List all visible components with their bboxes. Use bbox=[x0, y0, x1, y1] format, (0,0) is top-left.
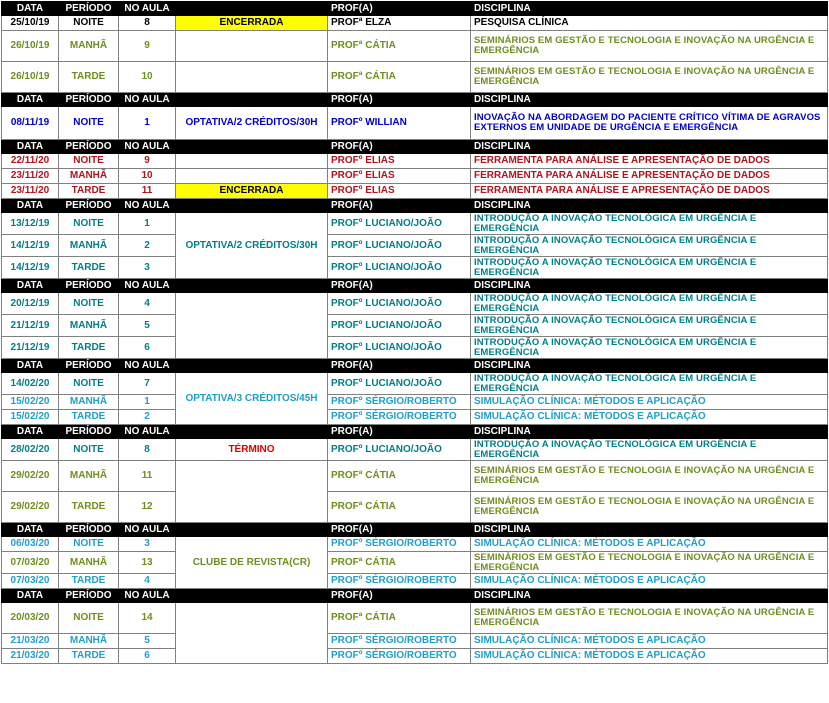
discipline-cell: SIMULAÇÃO CLÍNICA: MÉTODOS E APLICAÇÃO bbox=[471, 537, 828, 552]
period-cell: NOITE bbox=[59, 537, 119, 552]
date-cell: 14/12/19 bbox=[2, 257, 59, 279]
period-cell: NOITE bbox=[59, 293, 119, 315]
header-class-number: NO AULA bbox=[119, 359, 176, 373]
header-period: PERÍODO bbox=[59, 140, 119, 154]
period-cell: NOITE bbox=[59, 439, 119, 461]
class-number-cell: 3 bbox=[119, 257, 176, 279]
class-number-cell: 10 bbox=[119, 169, 176, 184]
note-cell bbox=[176, 62, 328, 93]
period-cell: TARDE bbox=[59, 184, 119, 199]
discipline-cell: SEMINÁRIOS EM GESTÃO E TECNOLOGIA E INOVAÇÃO NA URGÊNCIA E EMERGÊNCIA bbox=[471, 552, 828, 574]
header-row bbox=[2, 199, 828, 213]
discipline-cell: SEMINÁRIOS EM GESTÃO E TECNOLOGIA E INOVAÇÃO NA URGÊNCIA E EMERGÊNCIA bbox=[471, 603, 828, 634]
discipline-cell: SEMINÁRIOS EM GESTÃO E TECNOLOGIA E INOVAÇÃO NA URGÊNCIA E EMERGÊNCIA bbox=[471, 461, 828, 492]
period-cell: TARDE bbox=[59, 62, 119, 93]
header-discipline: DISCIPLINA bbox=[471, 2, 828, 16]
discipline-cell: SIMULAÇÃO CLÍNICA: MÉTODOS E APLICAÇÃO bbox=[471, 410, 828, 425]
header-blank bbox=[176, 140, 328, 154]
header-professor: PROF(A) bbox=[328, 93, 471, 107]
class-number-cell: 12 bbox=[119, 492, 176, 523]
table-row bbox=[2, 293, 828, 315]
professor-cell: PROFº ELIAS bbox=[328, 184, 471, 199]
status-closed-cell: ENCERRADA bbox=[176, 184, 328, 199]
discipline-cell: INTRODUÇÃO A INOVAÇÃO TECNOLÓGICA EM URGÊNCIA E EMERGÊNCIA bbox=[471, 315, 828, 337]
class-number-cell: 10 bbox=[119, 62, 176, 93]
period-cell: TARDE bbox=[59, 492, 119, 523]
table-row bbox=[2, 574, 828, 589]
professor-cell: PROFº SÉRGIO/ROBERTO bbox=[328, 537, 471, 552]
header-row bbox=[2, 359, 828, 373]
header-period: PERÍODO bbox=[59, 523, 119, 537]
table-row bbox=[2, 31, 828, 62]
table-row bbox=[2, 184, 828, 199]
period-cell: MANHÃ bbox=[59, 235, 119, 257]
date-cell: 15/02/20 bbox=[2, 410, 59, 425]
period-cell: MANHÃ bbox=[59, 461, 119, 492]
header-blank bbox=[176, 359, 328, 373]
class-number-cell: 9 bbox=[119, 31, 176, 62]
header-blank bbox=[176, 425, 328, 439]
date-cell: 21/12/19 bbox=[2, 315, 59, 337]
header-date: DATA bbox=[2, 140, 59, 154]
header-professor: PROF(A) bbox=[328, 523, 471, 537]
professor-cell: PROFº ELIAS bbox=[328, 169, 471, 184]
discipline-cell: SEMINÁRIOS EM GESTÃO E TECNOLOGIA E INOVAÇÃO NA URGÊNCIA E EMERGÊNCIA bbox=[471, 31, 828, 62]
date-cell: 21/12/19 bbox=[2, 337, 59, 359]
professor-cell: PROFº ELIAS bbox=[328, 154, 471, 169]
professor-cell: PROFª ELZA bbox=[328, 16, 471, 31]
header-discipline: DISCIPLINA bbox=[471, 140, 828, 154]
professor-cell: PROFº LUCIANO/JOÃO bbox=[328, 257, 471, 279]
date-cell: 08/11/19 bbox=[2, 107, 59, 140]
professor-cell: PROFª CÁTIA bbox=[328, 62, 471, 93]
discipline-cell: SIMULAÇÃO CLÍNICA: MÉTODOS E APLICAÇÃO bbox=[471, 649, 828, 664]
header-period: PERÍODO bbox=[59, 2, 119, 16]
professor-cell: PROFª CÁTIA bbox=[328, 31, 471, 62]
table-row bbox=[2, 552, 828, 574]
class-number-cell: 5 bbox=[119, 634, 176, 649]
header-professor: PROF(A) bbox=[328, 589, 471, 603]
table-row bbox=[2, 373, 828, 395]
professor-cell: PROFº SÉRGIO/ROBERTO bbox=[328, 649, 471, 664]
header-row bbox=[2, 589, 828, 603]
class-number-cell: 13 bbox=[119, 552, 176, 574]
header-period: PERÍODO bbox=[59, 199, 119, 213]
discipline-cell: SIMULAÇÃO CLÍNICA: MÉTODOS E APLICAÇÃO bbox=[471, 634, 828, 649]
header-class-number: NO AULA bbox=[119, 279, 176, 293]
header-date: DATA bbox=[2, 93, 59, 107]
professor-cell: PROFº SÉRGIO/ROBERTO bbox=[328, 634, 471, 649]
period-cell: NOITE bbox=[59, 373, 119, 395]
date-cell: 26/10/19 bbox=[2, 62, 59, 93]
header-professor: PROF(A) bbox=[328, 359, 471, 373]
header-blank bbox=[176, 93, 328, 107]
header-date: DATA bbox=[2, 425, 59, 439]
header-discipline: DISCIPLINA bbox=[471, 359, 828, 373]
header-date: DATA bbox=[2, 199, 59, 213]
header-period: PERÍODO bbox=[59, 279, 119, 293]
period-cell: NOITE bbox=[59, 107, 119, 140]
date-cell: 20/03/20 bbox=[2, 603, 59, 634]
table-row bbox=[2, 257, 828, 279]
period-cell: MANHÃ bbox=[59, 169, 119, 184]
class-number-cell: 4 bbox=[119, 293, 176, 315]
period-cell: NOITE bbox=[59, 16, 119, 31]
header-discipline: DISCIPLINA bbox=[471, 589, 828, 603]
table-row bbox=[2, 62, 828, 93]
table-row bbox=[2, 235, 828, 257]
period-cell: NOITE bbox=[59, 213, 119, 235]
header-date: DATA bbox=[2, 279, 59, 293]
date-cell: 23/11/20 bbox=[2, 169, 59, 184]
discipline-cell: INTRODUÇÃO A INOVAÇÃO TECNOLÓGICA EM URGÊNCIA E EMERGÊNCIA bbox=[471, 337, 828, 359]
class-number-cell: 14 bbox=[119, 603, 176, 634]
elective-label-cell: OPTATIVA/2 CRÉDITOS/30H bbox=[176, 107, 328, 140]
period-cell: MANHÃ bbox=[59, 634, 119, 649]
date-cell: 25/10/19 bbox=[2, 16, 59, 31]
header-row bbox=[2, 93, 828, 107]
date-cell: 21/03/20 bbox=[2, 634, 59, 649]
header-class-number: NO AULA bbox=[119, 93, 176, 107]
journal-club-label-cell: CLUBE DE REVISTA(CR) bbox=[176, 537, 328, 589]
table-row bbox=[2, 492, 828, 523]
period-cell: TARDE bbox=[59, 257, 119, 279]
class-number-cell: 6 bbox=[119, 337, 176, 359]
date-cell: 23/11/20 bbox=[2, 184, 59, 199]
professor-cell: PROFª CÁTIA bbox=[328, 492, 471, 523]
table-row bbox=[2, 213, 828, 235]
date-cell: 07/03/20 bbox=[2, 552, 59, 574]
professor-cell: PROFº LUCIANO/JOÃO bbox=[328, 439, 471, 461]
professor-cell: PROFº LUCIANO/JOÃO bbox=[328, 213, 471, 235]
class-number-cell: 7 bbox=[119, 373, 176, 395]
header-date: DATA bbox=[2, 589, 59, 603]
class-number-cell: 8 bbox=[119, 439, 176, 461]
status-closed-cell: ENCERRADA bbox=[176, 16, 328, 31]
period-cell: TARDE bbox=[59, 649, 119, 664]
header-date: DATA bbox=[2, 2, 59, 16]
date-cell: 06/03/20 bbox=[2, 537, 59, 552]
class-number-cell: 4 bbox=[119, 574, 176, 589]
header-row bbox=[2, 523, 828, 537]
header-professor: PROF(A) bbox=[328, 425, 471, 439]
header-date: DATA bbox=[2, 359, 59, 373]
table-row bbox=[2, 649, 828, 664]
discipline-cell: SEMINÁRIOS EM GESTÃO E TECNOLOGIA E INOVAÇÃO NA URGÊNCIA E EMERGÊNCIA bbox=[471, 62, 828, 93]
discipline-cell: INOVAÇÃO NA ABORDAGEM DO PACIENTE CRÍTICO VÍTIMA DE AGRAVOS EXTERNOS EM UNIDADE DE URGÊNCIA E EMERGÊNCIA bbox=[471, 107, 828, 140]
header-row bbox=[2, 2, 828, 16]
period-cell: NOITE bbox=[59, 154, 119, 169]
professor-cell: PROFº WILLIAN bbox=[328, 107, 471, 140]
header-discipline: DISCIPLINA bbox=[471, 279, 828, 293]
discipline-cell: SEMINÁRIOS EM GESTÃO E TECNOLOGIA E INOVAÇÃO NA URGÊNCIA E EMERGÊNCIA bbox=[471, 492, 828, 523]
class-number-cell: 1 bbox=[119, 213, 176, 235]
table-row bbox=[2, 337, 828, 359]
date-cell: 14/02/20 bbox=[2, 373, 59, 395]
header-class-number: NO AULA bbox=[119, 2, 176, 16]
header-row bbox=[2, 425, 828, 439]
date-cell: 20/12/19 bbox=[2, 293, 59, 315]
table-row bbox=[2, 395, 828, 410]
professor-cell: PROFª CÁTIA bbox=[328, 461, 471, 492]
discipline-cell: FERRAMENTA PARA ANÁLISE E APRESENTAÇÃO DE DADOS bbox=[471, 154, 828, 169]
professor-cell: PROFº LUCIANO/JOÃO bbox=[328, 315, 471, 337]
end-label-cell: TÉRMINO bbox=[176, 439, 328, 461]
period-cell: TARDE bbox=[59, 337, 119, 359]
header-class-number: NO AULA bbox=[119, 523, 176, 537]
professor-cell: PROFº LUCIANO/JOÃO bbox=[328, 337, 471, 359]
header-class-number: NO AULA bbox=[119, 589, 176, 603]
discipline-cell: INTRODUÇÃO A INOVAÇÃO TECNOLÓGICA EM URGÊNCIA E EMERGÊNCIA bbox=[471, 257, 828, 279]
table-row bbox=[2, 410, 828, 425]
header-discipline: DISCIPLINA bbox=[471, 523, 828, 537]
table-row bbox=[2, 634, 828, 649]
header-blank bbox=[176, 589, 328, 603]
date-cell: 13/12/19 bbox=[2, 213, 59, 235]
header-blank bbox=[176, 279, 328, 293]
date-cell: 14/12/19 bbox=[2, 235, 59, 257]
note-cell bbox=[176, 293, 328, 359]
date-cell: 22/11/20 bbox=[2, 154, 59, 169]
period-cell: MANHÃ bbox=[59, 315, 119, 337]
elective-label-cell: OPTATIVA/3 CRÉDITOS/45H bbox=[176, 373, 328, 425]
discipline-cell: FERRAMENTA PARA ANÁLISE E APRESENTAÇÃO DE DADOS bbox=[471, 184, 828, 199]
professor-cell: PROFª CÁTIA bbox=[328, 552, 471, 574]
header-class-number: NO AULA bbox=[119, 140, 176, 154]
header-period: PERÍODO bbox=[59, 93, 119, 107]
professor-cell: PROFº LUCIANO/JOÃO bbox=[328, 293, 471, 315]
header-professor: PROF(A) bbox=[328, 279, 471, 293]
note-cell bbox=[176, 154, 328, 169]
note-cell bbox=[176, 169, 328, 184]
class-number-cell: 2 bbox=[119, 410, 176, 425]
date-cell: 29/02/20 bbox=[2, 461, 59, 492]
elective-label-cell: OPTATIVA/2 CRÉDITOS/30H bbox=[176, 213, 328, 279]
discipline-cell: FERRAMENTA PARA ANÁLISE E APRESENTAÇÃO DE DADOS bbox=[471, 169, 828, 184]
header-blank bbox=[176, 523, 328, 537]
period-cell: TARDE bbox=[59, 574, 119, 589]
date-cell: 07/03/20 bbox=[2, 574, 59, 589]
header-period: PERÍODO bbox=[59, 425, 119, 439]
period-cell: MANHÃ bbox=[59, 31, 119, 62]
class-number-cell: 3 bbox=[119, 537, 176, 552]
discipline-cell: INTRODUÇÃO A INOVAÇÃO TECNOLÓGICA EM URGÊNCIA E EMERGÊNCIA bbox=[471, 235, 828, 257]
header-professor: PROF(A) bbox=[328, 2, 471, 16]
header-class-number: NO AULA bbox=[119, 199, 176, 213]
note-cell bbox=[176, 31, 328, 62]
professor-cell: PROFº SÉRGIO/ROBERTO bbox=[328, 574, 471, 589]
table-row bbox=[2, 439, 828, 461]
class-number-cell: 9 bbox=[119, 154, 176, 169]
header-professor: PROF(A) bbox=[328, 199, 471, 213]
header-class-number: NO AULA bbox=[119, 425, 176, 439]
date-cell: 29/02/20 bbox=[2, 492, 59, 523]
discipline-cell: SIMULAÇÃO CLÍNICA: MÉTODOS E APLICAÇÃO bbox=[471, 574, 828, 589]
header-row bbox=[2, 279, 828, 293]
period-cell: NOITE bbox=[59, 603, 119, 634]
professor-cell: PROFº SÉRGIO/ROBERTO bbox=[328, 410, 471, 425]
discipline-cell: INTRODUÇÃO A INOVAÇÃO TECNOLÓGICA EM URGÊNCIA E EMERGÊNCIA bbox=[471, 213, 828, 235]
table-row bbox=[2, 461, 828, 492]
discipline-cell: INTRODUÇÃO A INOVAÇÃO TECNOLÓGICA EM URGÊNCIA E EMERGÊNCIA bbox=[471, 439, 828, 461]
table-row bbox=[2, 16, 828, 31]
date-cell: 21/03/20 bbox=[2, 649, 59, 664]
table-row bbox=[2, 603, 828, 634]
class-number-cell: 6 bbox=[119, 649, 176, 664]
discipline-cell: INTRODUÇÃO A INOVAÇÃO TECNOLÓGICA EM URGÊNCIA E EMERGÊNCIA bbox=[471, 293, 828, 315]
header-blank bbox=[176, 199, 328, 213]
professor-cell: PROFº LUCIANO/JOÃO bbox=[328, 373, 471, 395]
date-cell: 28/02/20 bbox=[2, 439, 59, 461]
header-period: PERÍODO bbox=[59, 589, 119, 603]
date-cell: 15/02/20 bbox=[2, 395, 59, 410]
class-number-cell: 11 bbox=[119, 184, 176, 199]
discipline-cell: INTRODUÇÃO A INOVAÇÃO TECNOLÓGICA EM URGÊNCIA E EMERGÊNCIA bbox=[471, 373, 828, 395]
header-discipline: DISCIPLINA bbox=[471, 93, 828, 107]
discipline-cell: SIMULAÇÃO CLÍNICA: MÉTODOS E APLICAÇÃO bbox=[471, 395, 828, 410]
header-period: PERÍODO bbox=[59, 359, 119, 373]
table-row bbox=[2, 169, 828, 184]
class-number-cell: 5 bbox=[119, 315, 176, 337]
table-row bbox=[2, 537, 828, 552]
schedule-table bbox=[1, 1, 828, 664]
header-discipline: DISCIPLINA bbox=[471, 199, 828, 213]
note-cell bbox=[176, 603, 328, 664]
period-cell: MANHÃ bbox=[59, 395, 119, 410]
note-cell bbox=[176, 461, 328, 523]
header-date: DATA bbox=[2, 523, 59, 537]
class-number-cell: 2 bbox=[119, 235, 176, 257]
period-cell: MANHÃ bbox=[59, 552, 119, 574]
table-row bbox=[2, 154, 828, 169]
class-number-cell: 8 bbox=[119, 16, 176, 31]
header-blank bbox=[176, 2, 328, 16]
professor-cell: PROFª CÁTIA bbox=[328, 603, 471, 634]
professor-cell: PROFº SÉRGIO/ROBERTO bbox=[328, 395, 471, 410]
class-number-cell: 1 bbox=[119, 395, 176, 410]
header-discipline: DISCIPLINA bbox=[471, 425, 828, 439]
discipline-cell: PESQUISA CLÍNICA bbox=[471, 16, 828, 31]
header-row bbox=[2, 140, 828, 154]
class-number-cell: 1 bbox=[119, 107, 176, 140]
header-professor: PROF(A) bbox=[328, 140, 471, 154]
class-number-cell: 11 bbox=[119, 461, 176, 492]
date-cell: 26/10/19 bbox=[2, 31, 59, 62]
table-row bbox=[2, 315, 828, 337]
table-row bbox=[2, 107, 828, 140]
period-cell: TARDE bbox=[59, 410, 119, 425]
professor-cell: PROFº LUCIANO/JOÃO bbox=[328, 235, 471, 257]
